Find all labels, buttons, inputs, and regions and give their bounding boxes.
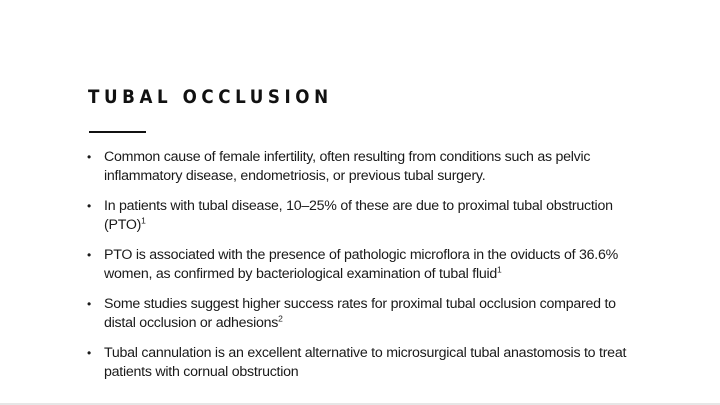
citation-superscript: 1 xyxy=(141,215,146,226)
bullet-item xyxy=(86,197,646,235)
bullet-text: Some studies suggest higher success rates for proximal tubal occlusion compared to distal occlusion or adhesions xyxy=(104,296,616,331)
bullet-text: PTO is associated with the presence of pathologic microflora in the oviducts of 36.6% women, as confirmed by bacteriological examination of tubal fluid xyxy=(104,247,618,282)
bullet-text: Common cause of female infertility, often resulting from conditions such as pelvic inflammatory disease, endometriosis, or previous tubal surgery. xyxy=(104,149,591,184)
bullet-item xyxy=(86,344,646,382)
slide-title: TUBAL OCCLUSION xyxy=(88,86,333,108)
bullet-text: In patients with tubal disease, 10–25% of these are due to proximal tubal obstruction (PTO) xyxy=(104,198,613,233)
bullet-dot-icon: • xyxy=(87,199,91,213)
bullet-list xyxy=(86,148,646,393)
title-underline-divider xyxy=(89,131,146,133)
bullet-item xyxy=(86,295,646,333)
bullet-dot-icon: • xyxy=(87,150,91,164)
bullet-dot-icon: • xyxy=(87,248,91,262)
citation-superscript: 1 xyxy=(497,264,502,275)
citation-superscript: 2 xyxy=(278,313,283,324)
bullet-item xyxy=(86,148,646,186)
bullet-text: Tubal cannulation is an excellent alternative to microsurgical tubal anastomosis to treat patients with cornual obstruction xyxy=(104,345,627,380)
bullet-dot-icon: • xyxy=(87,346,91,360)
bullet-item xyxy=(86,246,646,284)
bullet-dot-icon: • xyxy=(87,297,91,311)
